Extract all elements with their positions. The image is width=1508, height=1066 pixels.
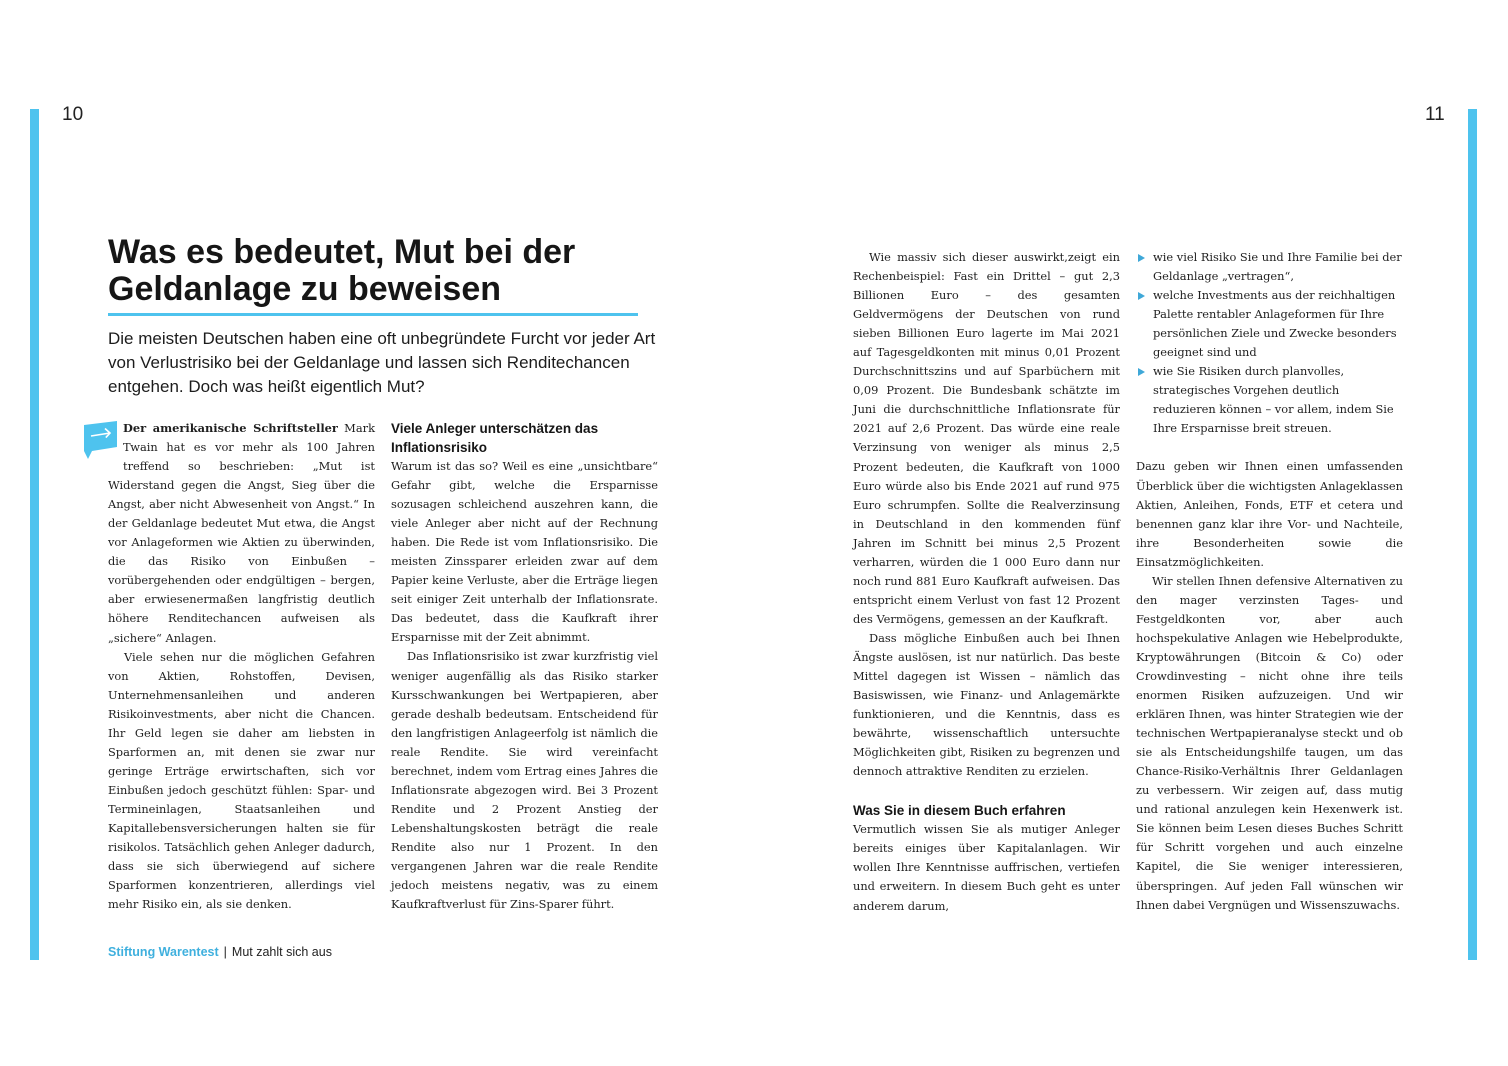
footer-brand: Stiftung Warentest <box>108 945 219 959</box>
text-column-4 <box>1136 248 1403 915</box>
left-page-accent-bar <box>30 109 39 960</box>
page-number-right: 11 <box>1425 104 1445 125</box>
chapter-title <box>108 234 668 308</box>
page-footer <box>108 945 332 959</box>
right-page-accent-bar <box>1468 109 1477 960</box>
section-heading-inflation: Viele Anleger unterschätzen das Inflationsrisiko <box>391 421 599 455</box>
page-number-left: 10 <box>62 104 84 125</box>
footer-separator: | <box>223 945 227 959</box>
list-item <box>1136 286 1403 362</box>
triangle-bullet-icon <box>1138 254 1145 262</box>
footer-book-title: Mut zahlt sich aus <box>231 945 332 959</box>
body-paragraph: Dass mögliche Einbußen auch bei Ihnen Ängste auslösen, ist nur natürlich. Das beste Mittel dagegen ist Wissen – nämlich das Basiswissen, wie Finanz- und Anlagemärkte funktionieren, und die Kenntnis, dass es bewährte, wissenschaftlich untersuchte Möglichkeiten gibt, Risiken zu begrenzen und dennoch attraktive Renditen zu erzielen. <box>853 630 1120 779</box>
body-paragraph: Viele sehen nur die möglichen Gefahren von Aktien, Rohstoffen, Devisen, Unternehmensanleihen und anderen Risikoinvestments, aber nicht die Chancen. Ihr Geld legen sie daher am liebsten in Sparformen an, mit denen sie zwar nur geringe Erträge erwirtschaften, sich vor Einbußen jedoch geschützt fühlen: Spar- und Termineinlagen, Staatsanleihen und Kapitallebensversicherungen halten sie für risikolos. Tatsächlich gehen Anleger dadurch, dass sie sich überwiegend auf sichere Sparformen konzentrieren, allerdings viel mehr Risiko ein, als sie denken. <box>108 649 375 912</box>
text-column-1 <box>108 419 375 914</box>
chapter-title-line-2: Geldanlage zu beweisen <box>108 270 502 308</box>
list-item-text: welche Investments aus der reichhaltigen Palette rentabler Anlageformen für Ihre persönlichen Ziele und Zwecke besonders geeignet sind und <box>1153 288 1397 360</box>
body-paragraph: Wir stellen Ihnen defensive Alternativen zu den mager verzinsten Tages- und Festgeldkonten vor, aber auch hochspekulative Anlagen wie Hebelprodukte, Kryptowährungen (Bitcoin & Co) oder Crowdinvesting – nicht ohne ihre teils enormen Risiken aufzuzeigen. Und wir erklären Ihnen, was hinter Strategien wie der technischen Wertpapieranalyse steckt und ob sie als Entscheidungshilfe taugen, um das Chance-Risiko-Verhältnis Ihrer Geldanlagen zu verbessern. Wir zeigen auf, dass mutig und rational anzulegen kein Hexenwerk ist. Sie können beim Lesen dieses Buches Schritt für Schritt vorgehen und auch einzelne Kapitel, die Sie weniger interessieren, überspringen. Auf jeden Fall wünschen wir Ihnen dabei Vergnügen und Wissenszuwachs. <box>1136 573 1403 912</box>
list-item-text: wie Sie Risiken durch planvolles, strategisches Vorgehen deutlich reduzieren können – vor allem, indem Sie Ihre Ersparnisse breit streuen. <box>1153 364 1394 436</box>
section-heading-book: Was Sie in diesem Buch erfahren <box>853 803 1066 819</box>
intro-text: Mark Twain hat es vor mehr als 100 Jahren treffend so beschrieben: „Mut ist Widerstand gegen die Angst, Sieg über die Angst, aber nicht Abwesenheit von Angst.“ In der Geldanlage bedeutet Mut etwa, die Angst vor Anlageformen wie Aktien zu überwinden, die das Risiko von Einbußen – vorübergehenden oder endgültigen – bergen, aber erwiesenermaßen langfristig deutlich höhere Renditechancen aufweisen als „sichere“ Anlagen. <box>108 421 375 645</box>
chapter-title-line-1: Was es bedeutet, Mut bei der <box>108 233 576 271</box>
body-paragraph: Vermutlich wissen Sie als mutiger Anleger bereits einiges über Kapitalanlagen. Wir wollen Ihre Kenntnisse auffrischen, vertiefen und erweitern. In diesem Buch geht es unter anderem darum, <box>853 822 1120 913</box>
arrow-right-icon <box>84 421 117 459</box>
text-column-2 <box>391 419 658 914</box>
list-item <box>1136 248 1403 286</box>
list-item <box>1136 362 1403 438</box>
text-column-3 <box>853 248 1120 916</box>
bullet-list <box>1136 248 1403 438</box>
intro-paragraph <box>108 419 375 648</box>
intro-lead-in: Der amerikanische Schriftsteller <box>123 421 338 435</box>
body-paragraph: Wie massiv sich dieser auswirkt,zeigt ein Rechenbeispiel: Fast ein Drittel – gut 2,3 Billionen Euro – des gesamten Geldvermögens der Deutschen von rund sieben Billionen Euro lagerte im Mai 2021 auf Tagesgeldkonten mit minus 0,01 Prozent Durchschnittszins und auf Sparbüchern mit 0,09 Prozent. Die Bundesbank schätzte im Juni die durchschnittliche Inflationsrate für 2021 auf 2,6 Prozent. Das würde eine reale Verzinsung von weniger als minus 2,5 Prozent bedeuten, die Kaufkraft von 1000 Euro würde also bis Ende 2021 auf rund 975 Euro schrumpfen. Sollte die Realverzinsung in Deutschland in den kommenden fünf Jahren im Schnitt bei minus 2,5 Prozent verharren, würden die 1 000 Euro dann nur noch rund 881 Euro Kaufkraft aufweisen. Das entspricht einem Verlust von fast 12 Prozent des Vermögens, gemessen an der Kaufkraft. <box>853 250 1120 626</box>
title-underline <box>108 313 638 316</box>
body-paragraph: Warum ist das so? Weil es eine „unsichtbare“ Gefahr gibt, welche die Ersparnisse sozusagen schleichend auszehren kann, die viele Anleger aber nicht auf der Rechnung haben. Die Rede ist vom Inflationsrisiko. Die meisten Zinssparer erleiden zwar auf dem Papier keine Verluste, aber die Erträge liegen seit einiger Zeit unterhalb der Inflationsrate. Das bedeutet, dass die Kaufkraft ihrer Ersparnisse mit der Zeit abnimmt. <box>391 459 658 645</box>
triangle-bullet-icon <box>1138 292 1145 300</box>
triangle-bullet-icon <box>1138 368 1145 376</box>
body-paragraph: Das Inflationsrisiko ist zwar kurzfristig viel weniger augenfällig als das Risiko starker Kursschwankungen bei Wertpapieren, aber gerade deshalb bedeutsam. Entscheidend für den langfristigen Anlageerfolg ist nämlich die reale Rendite. Sie wird vereinfacht berechnet, indem vom Ertrag eines Jahres die Inflationsrate abgezogen wird. Bei 3 Prozent Rendite und 2 Prozent Anstieg der Lebenshaltungskosten beträgt die reale Rendite also nur 1 Prozent. In den vergangenen Jahren war die reale Rendite jedoch meistens negativ, was zu einem Kaufkraftverlust für Zins-Sparer führt. <box>391 649 658 912</box>
lead-paragraph: Die meisten Deutschen haben eine oft unbegründete Furcht vor jeder Art von Verlustrisiko bei der Geldanlage und lassen sich Renditechancen entgehen. Doch was heißt eigentlich Mut? <box>108 329 656 396</box>
body-paragraph: Dazu geben wir Ihnen einen umfassenden Überblick über die wichtigsten Anlageklassen Aktien, Anleihen, Fonds, ETF et cetera und benennen ganz klar ihre Vor- und Nachteile, ihre Besonderheiten sowie die Einsatzmöglichkeiten. <box>1136 459 1403 569</box>
list-item-text: wie viel Risiko Sie und Ihre Familie bei der Geldanlage „vertragen“, <box>1153 250 1402 284</box>
